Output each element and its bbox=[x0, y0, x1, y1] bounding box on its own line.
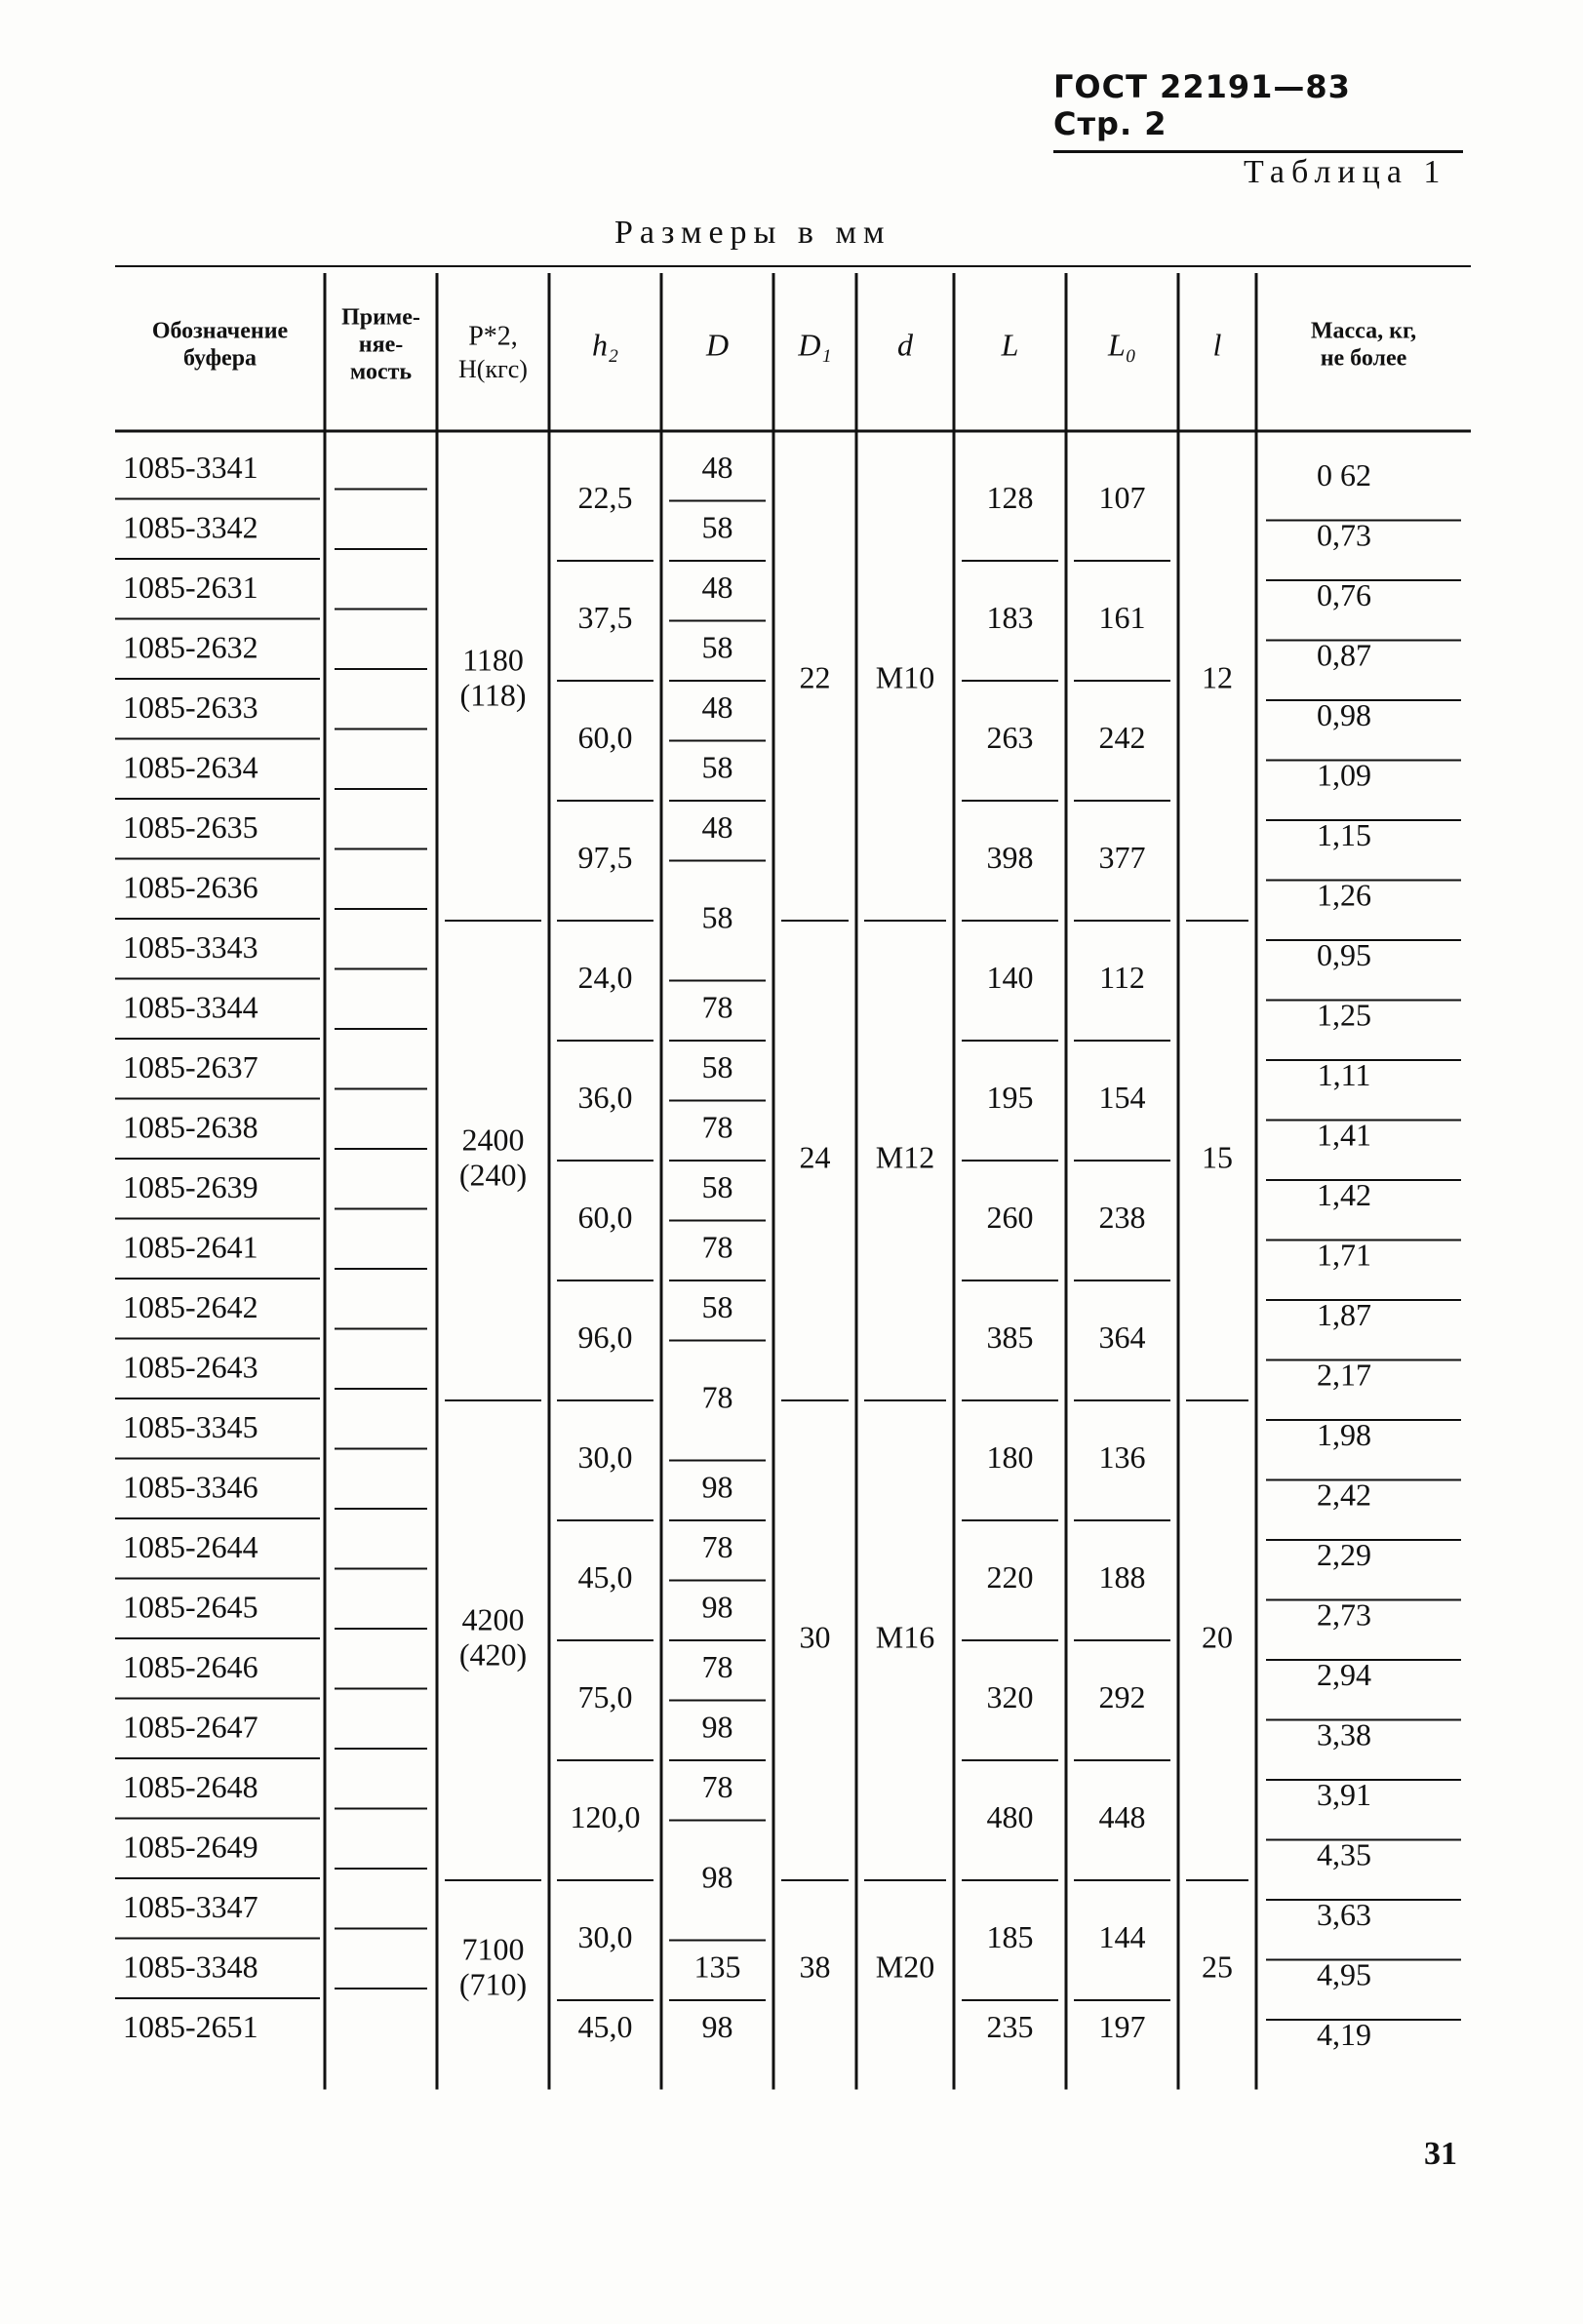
length-cell: 183 bbox=[986, 599, 1034, 635]
h2-cell: 22,5 bbox=[577, 479, 633, 515]
column-header-designation-line2: буфера bbox=[182, 345, 257, 372]
designation-cell: 1085-2634 bbox=[123, 749, 258, 785]
d-outer-cell: 58 bbox=[701, 899, 733, 935]
d-outer-cell: 78 bbox=[701, 1649, 733, 1685]
l-cell: 25 bbox=[1202, 1949, 1233, 1985]
column-header-applicability-line2: няе- bbox=[358, 332, 404, 358]
d1-cell: 22 bbox=[799, 659, 831, 695]
force-cell: 4200 bbox=[461, 1601, 525, 1637]
designation-cell: 1085-2635 bbox=[123, 809, 258, 846]
mass-cell: 1,09 bbox=[1317, 757, 1371, 793]
designation-cell: 1085-2643 bbox=[123, 1349, 258, 1385]
d-outer-cell: 78 bbox=[701, 1529, 733, 1565]
force-cell-line2: (118) bbox=[459, 677, 527, 713]
designation-cell: 1085-2633 bbox=[123, 689, 258, 726]
length-cell: 480 bbox=[986, 1798, 1034, 1834]
h2-cell: 96,0 bbox=[577, 1319, 633, 1355]
force-cell: 2400 bbox=[461, 1122, 525, 1158]
designation-cell: 1085-2649 bbox=[123, 1829, 258, 1865]
designation-cell: 1085-3344 bbox=[123, 989, 258, 1025]
mass-cell: 1,11 bbox=[1317, 1057, 1371, 1093]
thread-cell: М16 bbox=[875, 1619, 935, 1655]
designation-cell: 1085-2642 bbox=[123, 1289, 258, 1325]
column-header-applicability-line3: мость bbox=[349, 359, 413, 385]
mass-cell: 2,42 bbox=[1317, 1477, 1371, 1513]
d-outer-cell: 58 bbox=[701, 629, 733, 665]
mass-cell: 0,76 bbox=[1317, 577, 1371, 613]
column-header-applicability: Приме- bbox=[341, 304, 420, 331]
d-outer-cell: 48 bbox=[701, 570, 733, 606]
length-0-cell: 448 bbox=[1098, 1798, 1146, 1834]
thread-cell: М10 bbox=[875, 659, 935, 695]
force-cell-line2: (240) bbox=[458, 1157, 528, 1193]
length-0-cell: 161 bbox=[1098, 599, 1146, 635]
mass-cell: 3,38 bbox=[1317, 1716, 1371, 1753]
designation-cell: 1085-2648 bbox=[123, 1769, 258, 1805]
designation-cell: 1085-2632 bbox=[123, 629, 258, 665]
h2-cell: 36,0 bbox=[577, 1079, 633, 1115]
column-header-l0: L₀ bbox=[1108, 327, 1136, 363]
force-cell-line2: (710) bbox=[458, 1966, 528, 2002]
standard-number: ГОСТ 22191—83 bbox=[1053, 68, 1351, 105]
mass-cell: 1,25 bbox=[1317, 997, 1371, 1033]
d-outer-cell: 78 bbox=[701, 989, 733, 1025]
d-outer-cell: 48 bbox=[701, 809, 733, 846]
mass-cell: 0,98 bbox=[1317, 697, 1371, 733]
length-0-cell: 377 bbox=[1098, 839, 1146, 875]
designation-cell: 1085-3348 bbox=[123, 1949, 258, 1985]
length-cell: 140 bbox=[986, 959, 1034, 995]
length-cell: 398 bbox=[986, 839, 1034, 875]
mass-cell: 1,15 bbox=[1317, 817, 1371, 853]
designation-cell: 1085-2641 bbox=[123, 1229, 258, 1265]
length-0-cell: 136 bbox=[1098, 1438, 1146, 1475]
h2-cell: 60,0 bbox=[577, 1199, 633, 1235]
d1-cell: 38 bbox=[799, 1949, 831, 1985]
designation-cell: 1085-3347 bbox=[123, 1889, 258, 1925]
length-0-cell: 112 bbox=[1099, 959, 1145, 995]
length-cell: 263 bbox=[986, 719, 1034, 755]
page-number: 31 bbox=[1424, 2136, 1457, 2172]
column-header-mass: Масса, кг, bbox=[1310, 318, 1417, 344]
mass-cell: 4,19 bbox=[1317, 2017, 1371, 2053]
mass-cell: 4,35 bbox=[1317, 1836, 1371, 1872]
mass-cell: 1,41 bbox=[1317, 1117, 1371, 1153]
d-outer-cell: 98 bbox=[701, 1859, 733, 1895]
mass-cell: 4,95 bbox=[1317, 1956, 1371, 1992]
d-outer-cell: 48 bbox=[701, 689, 733, 726]
h2-cell: 45,0 bbox=[577, 2009, 633, 2045]
designation-cell: 1085-2638 bbox=[123, 1109, 258, 1145]
designation-cell: 1085-2631 bbox=[123, 570, 258, 606]
length-cell: 180 bbox=[986, 1438, 1034, 1475]
designation-cell: 1085-3341 bbox=[123, 450, 258, 486]
h2-cell: 60,0 bbox=[577, 719, 633, 755]
mass-cell: 1,87 bbox=[1317, 1297, 1371, 1333]
mass-cell: 0 62 bbox=[1317, 457, 1371, 493]
designation-cell: 1085-2639 bbox=[123, 1169, 258, 1205]
d-outer-cell: 78 bbox=[701, 1379, 733, 1415]
d-outer-cell: 98 bbox=[701, 2009, 733, 2045]
d-outer-cell: 48 bbox=[701, 450, 733, 486]
dimensions-table bbox=[115, 265, 1471, 2143]
column-header-mass-line2: не более bbox=[1320, 345, 1407, 372]
force-cell: 7100 bbox=[461, 1931, 525, 1967]
h2-cell: 24,0 bbox=[577, 959, 633, 995]
designation-cell: 1085-2637 bbox=[123, 1049, 258, 1085]
mass-cell: 2,73 bbox=[1317, 1596, 1371, 1633]
mass-cell: 2,94 bbox=[1317, 1657, 1371, 1693]
designation-cell: 1085-3346 bbox=[123, 1469, 258, 1505]
length-cell: 385 bbox=[986, 1319, 1034, 1355]
length-0-cell: 292 bbox=[1098, 1678, 1146, 1714]
length-0-cell: 197 bbox=[1098, 2009, 1146, 2045]
h2-cell: 30,0 bbox=[577, 1438, 633, 1475]
mass-cell: 3,91 bbox=[1317, 1777, 1371, 1813]
column-header-l: L bbox=[1001, 327, 1019, 363]
designation-cell: 1085-2647 bbox=[123, 1709, 258, 1745]
length-cell: 260 bbox=[986, 1199, 1034, 1235]
force-cell-line2: (420) bbox=[458, 1636, 528, 1673]
length-0-cell: 364 bbox=[1098, 1319, 1146, 1355]
h2-cell: 75,0 bbox=[577, 1678, 633, 1714]
length-0-cell: 242 bbox=[1098, 719, 1146, 755]
d-outer-cell: 98 bbox=[701, 1589, 733, 1625]
column-header-force: P*2, bbox=[468, 321, 518, 352]
column-header-d: d bbox=[897, 327, 913, 363]
column-header-d: D bbox=[705, 327, 730, 363]
d-outer-cell: 135 bbox=[693, 1949, 741, 1985]
designation-cell: 1085-3342 bbox=[123, 509, 258, 545]
length-cell: 195 bbox=[986, 1079, 1034, 1115]
designation-cell: 1085-3345 bbox=[123, 1409, 258, 1445]
length-cell: 128 bbox=[986, 479, 1034, 515]
column-header-designation: Обозначение bbox=[151, 318, 289, 344]
mass-cell: 3,63 bbox=[1317, 1897, 1371, 1933]
units-caption: Размеры в мм bbox=[614, 215, 891, 251]
thread-cell: М12 bbox=[875, 1139, 935, 1175]
d-outer-cell: 58 bbox=[701, 1289, 733, 1325]
designation-cell: 1085-2644 bbox=[123, 1529, 258, 1565]
column-header-force-line2: Н(кгс) bbox=[458, 354, 528, 383]
length-cell: 320 bbox=[986, 1678, 1034, 1714]
thread-cell: М20 bbox=[875, 1949, 935, 1985]
d-outer-cell: 58 bbox=[701, 1049, 733, 1085]
h2-cell: 45,0 bbox=[577, 1558, 633, 1595]
length-0-cell: 238 bbox=[1098, 1199, 1146, 1235]
d-outer-cell: 78 bbox=[701, 1229, 733, 1265]
mass-cell: 1,71 bbox=[1317, 1237, 1371, 1273]
mass-cell: 0,95 bbox=[1317, 937, 1371, 973]
length-cell: 235 bbox=[986, 2009, 1034, 2045]
designation-cell: 1085-2646 bbox=[123, 1649, 258, 1685]
d-outer-cell: 98 bbox=[701, 1469, 733, 1505]
mass-cell: 2,29 bbox=[1317, 1537, 1371, 1573]
column-header-l: l bbox=[1212, 327, 1222, 363]
d-outer-cell: 78 bbox=[701, 1769, 733, 1805]
l-cell: 12 bbox=[1202, 659, 1233, 695]
column-header-d1: D₁ bbox=[798, 327, 832, 363]
mass-cell: 0,87 bbox=[1317, 637, 1371, 673]
length-0-cell: 188 bbox=[1098, 1558, 1146, 1595]
h2-cell: 30,0 bbox=[577, 1918, 633, 1954]
mass-cell: 1,98 bbox=[1317, 1417, 1371, 1453]
length-0-cell: 154 bbox=[1098, 1079, 1146, 1115]
designation-cell: 1085-3343 bbox=[123, 929, 258, 965]
designation-cell: 1085-2636 bbox=[123, 869, 258, 905]
l-cell: 15 bbox=[1202, 1139, 1233, 1175]
d-outer-cell: 98 bbox=[701, 1709, 733, 1745]
column-header-h2: h₂ bbox=[591, 327, 619, 363]
d-outer-cell: 58 bbox=[701, 509, 733, 545]
mass-cell: 2,17 bbox=[1317, 1357, 1371, 1393]
h2-cell: 120,0 bbox=[570, 1798, 641, 1834]
designation-cell: 1085-2651 bbox=[123, 2009, 258, 2045]
length-0-cell: 144 bbox=[1098, 1918, 1146, 1954]
document-header bbox=[1053, 68, 1463, 153]
d1-cell: 24 bbox=[799, 1139, 831, 1175]
table-caption: Таблица 1 bbox=[1244, 154, 1447, 190]
length-cell: 185 bbox=[986, 1918, 1034, 1954]
l-cell: 20 bbox=[1202, 1619, 1233, 1655]
force-cell: 1180 bbox=[462, 642, 524, 678]
mass-cell: 1,26 bbox=[1317, 877, 1371, 913]
page-label: Стр. 2 bbox=[1053, 105, 1167, 142]
d-outer-cell: 58 bbox=[701, 1169, 733, 1205]
d-outer-cell: 78 bbox=[701, 1109, 733, 1145]
h2-cell: 97,5 bbox=[577, 839, 633, 875]
h2-cell: 37,5 bbox=[577, 599, 633, 635]
d1-cell: 30 bbox=[799, 1619, 831, 1655]
d-outer-cell: 58 bbox=[701, 749, 733, 785]
mass-cell: 1,42 bbox=[1317, 1177, 1371, 1213]
designation-cell: 1085-2645 bbox=[123, 1589, 258, 1625]
length-0-cell: 107 bbox=[1098, 479, 1146, 515]
length-cell: 220 bbox=[986, 1558, 1034, 1595]
mass-cell: 0,73 bbox=[1317, 517, 1371, 553]
